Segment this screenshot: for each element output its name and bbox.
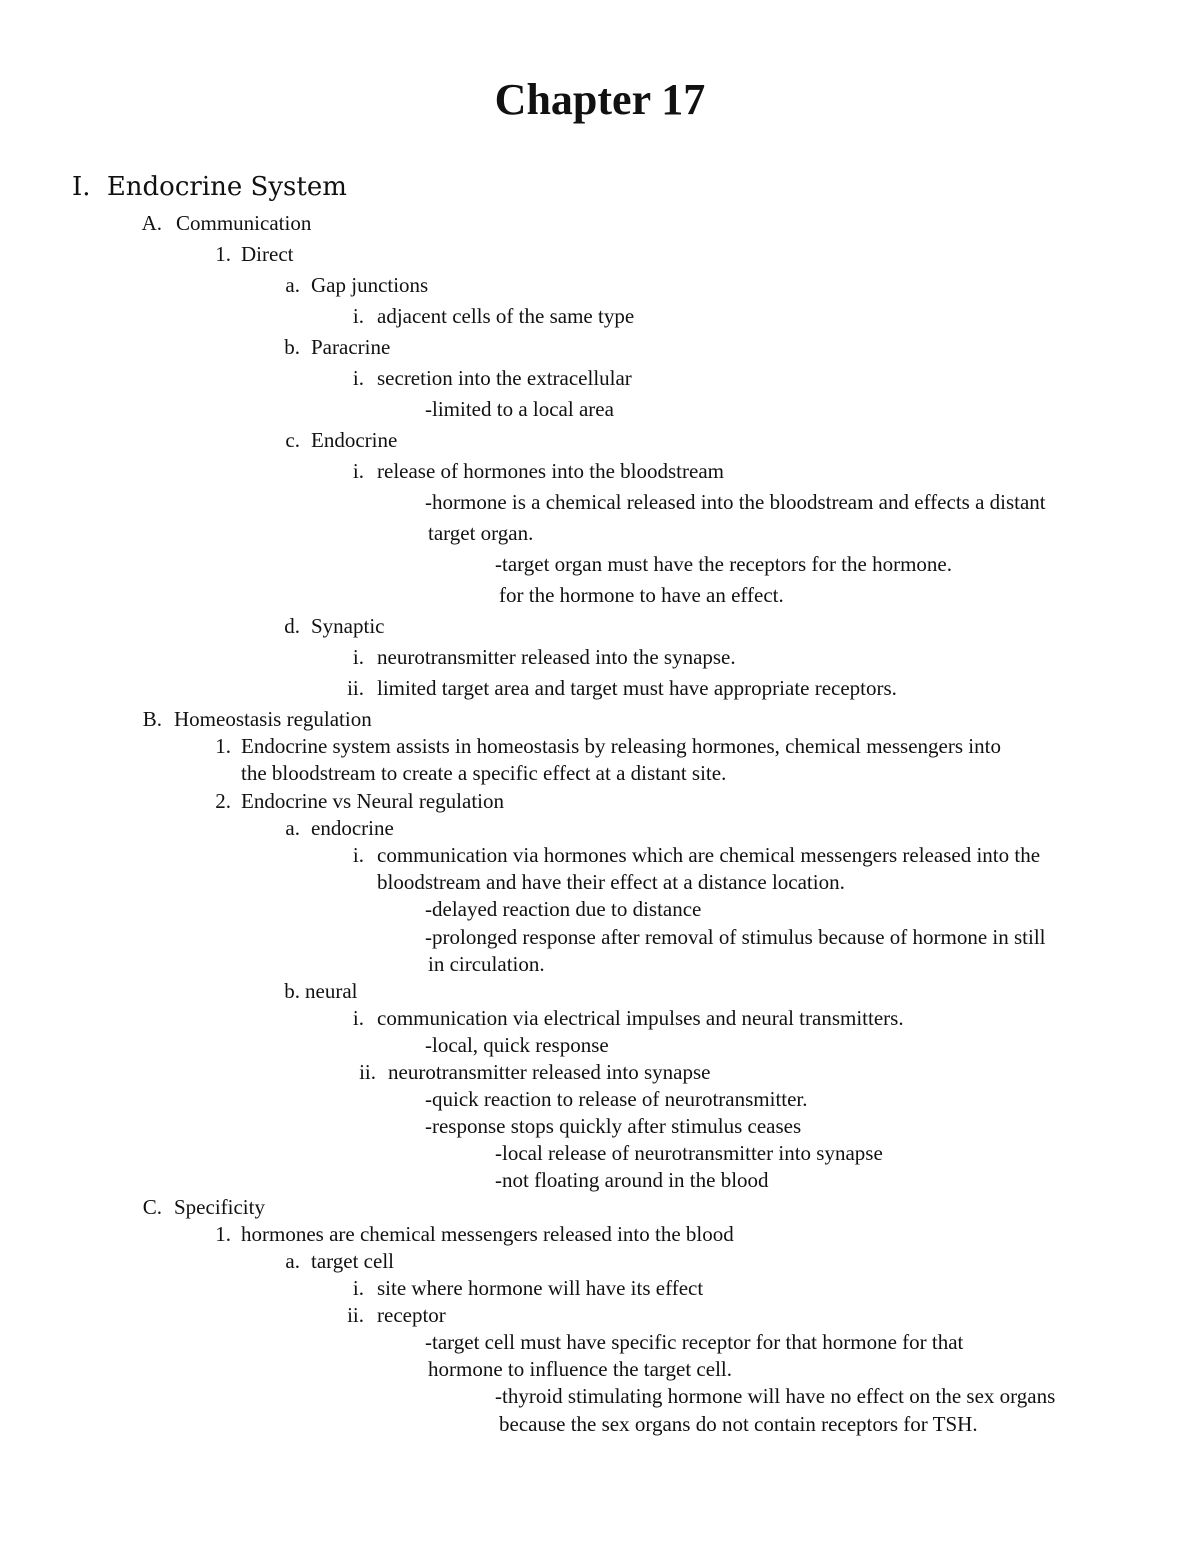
outline-text: -limited to a local area	[425, 397, 614, 421]
outline-text: Endocrine vs Neural regulation	[241, 789, 504, 813]
outline-text: in circulation.	[428, 952, 545, 976]
outline-marker: C.	[142, 1195, 162, 1219]
outline-text: Communication	[176, 211, 312, 235]
outline-text: receptor	[377, 1303, 446, 1327]
chapter-title: Chapter 17	[494, 75, 706, 124]
outline-text: communication via hormones which are chemical messengers released into the	[377, 843, 1041, 867]
outline-text: communication via electrical impulses and neural transmitters.	[377, 1006, 904, 1030]
section-heading	[72, 170, 347, 204]
outline-marker: B.	[142, 707, 162, 731]
outline-marker: d.	[284, 614, 300, 638]
outline-marker: b.	[284, 335, 300, 359]
outline-marker: a.	[285, 1249, 300, 1273]
outline-text: Endocrine	[311, 428, 398, 452]
outline-marker: c.	[285, 428, 300, 452]
outline-marker: 1.	[215, 1222, 231, 1246]
outline-text: site where hormone will have its effect	[377, 1276, 704, 1300]
outline-marker: A.	[141, 211, 162, 235]
outline-marker: ii.	[347, 676, 364, 700]
outline-text: -target cell must have specific receptor for that hormone for that	[425, 1330, 964, 1354]
outline-marker: a.	[285, 273, 300, 297]
outline-text: release of hormones into the bloodstream	[377, 459, 724, 483]
outline-marker: i.	[352, 459, 364, 483]
outline-marker: a.	[285, 816, 300, 840]
outline-marker: i.	[352, 645, 364, 669]
outline-text: Gap junctions	[311, 273, 429, 297]
outline-text: adjacent cells of the same type	[377, 304, 635, 328]
outline-text: -delayed reaction due to distance	[425, 897, 702, 921]
outline-text: Endocrine system assists in homeostasis by releasing hormones, chemical messengers into	[241, 734, 1001, 758]
outline-text: -not floating around in the blood	[495, 1168, 769, 1192]
outline-marker: i.	[352, 304, 364, 328]
outline-text: bloodstream and have their effect at a distance location.	[377, 870, 845, 894]
outline-marker: i.	[352, 1276, 364, 1300]
outline-marker: i.	[352, 366, 364, 390]
outline-text: endocrine	[311, 816, 394, 840]
outline-text: Synaptic	[311, 614, 385, 638]
outline-text: target organ.	[428, 521, 534, 545]
outline-marker: b.	[284, 979, 300, 1003]
outline-marker: ii.	[359, 1060, 376, 1084]
outline-text: limited target area and target must have appropriate receptors.	[377, 676, 897, 700]
outline-text: for the hormone to have an effect.	[499, 583, 784, 607]
outline-text: secretion into the extracellular	[377, 366, 632, 390]
outline-marker: 1.	[215, 734, 231, 758]
outline-text: -response stops quickly after stimulus ceases	[425, 1114, 802, 1138]
outline-marker: ii.	[347, 1303, 364, 1327]
outline-text: neural	[305, 979, 358, 1003]
section-marker: I.	[72, 172, 91, 202]
outline-text: -target organ must have the receptors for the hormone.	[495, 552, 952, 576]
outline-marker: 1.	[215, 242, 231, 266]
outline-text: the bloodstream to create a specific effect at a distant site.	[241, 761, 727, 785]
outline-text: because the sex organs do not contain receptors for TSH.	[499, 1412, 978, 1436]
outline-text: neurotransmitter released into the synapse.	[377, 645, 736, 669]
outline-text: Direct	[241, 242, 294, 266]
section-heading-text: Endocrine System	[106, 172, 347, 202]
outline-text: Homeostasis regulation	[174, 707, 372, 731]
outline-marker: 2.	[215, 789, 231, 813]
outline-text: hormone to influence the target cell.	[428, 1357, 732, 1381]
outline-text: Specificity	[174, 1195, 265, 1219]
outline-text: -local, quick response	[425, 1033, 609, 1057]
outline-text: -hormone is a chemical released into the bloodstream and effects a distant	[425, 490, 1046, 514]
outline-text: target cell	[311, 1249, 394, 1273]
outline-marker: i.	[352, 1006, 364, 1030]
outline-text: -quick reaction to release of neurotransmitter.	[425, 1087, 808, 1111]
outline-text: -local release of neurotransmitter into synapse	[495, 1141, 883, 1165]
outline-text: hormones are chemical messengers released into the blood	[241, 1222, 734, 1246]
outline-text: Paracrine	[311, 335, 391, 359]
outline-text: neurotransmitter released into synapse	[388, 1060, 711, 1084]
outline-text: -thyroid stimulating hormone will have no effect on the sex organs	[495, 1384, 1056, 1408]
outline-marker: i.	[352, 843, 364, 867]
outline-text: -prolonged response after removal of stimulus because of hormone in still	[425, 925, 1046, 949]
